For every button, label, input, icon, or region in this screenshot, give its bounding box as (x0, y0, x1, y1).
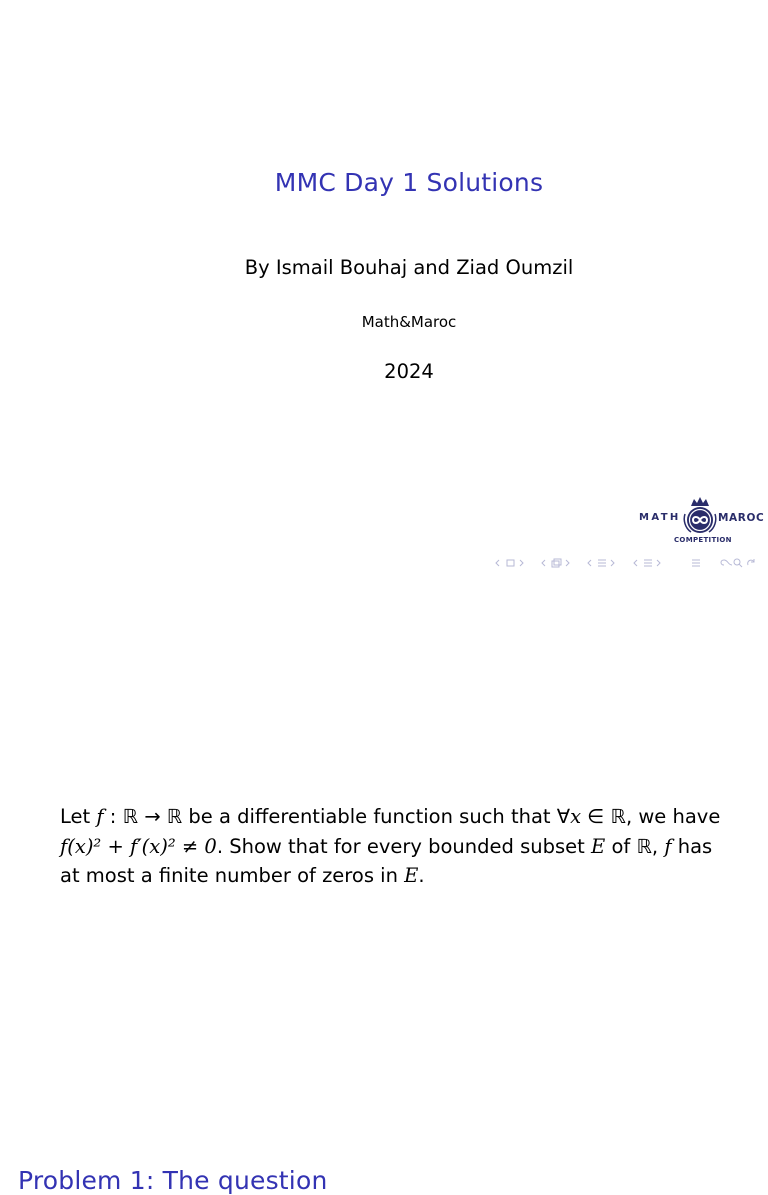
text-of: of (605, 834, 637, 858)
math-reals: ℝ (610, 805, 626, 828)
loop-search-icon (721, 560, 732, 565)
math-E: E (404, 864, 419, 887)
math-condition: f(x)² + f′(x)² ≠ 0 (60, 834, 217, 858)
nav-loop-search-group[interactable] (721, 559, 754, 567)
problem-slide (0, 576, 768, 1195)
text-mid: . Show that for every bounded subset (216, 834, 591, 858)
math-forall: ∀ (556, 805, 571, 828)
presentation-title: MMC Day 1 Solutions (274, 168, 544, 197)
nav-align-group[interactable] (692, 560, 700, 566)
problem-line-3 (60, 861, 760, 891)
math-x: x (570, 805, 582, 828)
align-icon (692, 560, 700, 566)
text-mid: be a differentiable function such that (182, 805, 557, 828)
arrow-left-icon (496, 560, 499, 566)
logo-right-text: MAROC (718, 512, 765, 524)
arrow-left-icon (542, 560, 545, 566)
math-in: ∈ (581, 805, 611, 828)
arrow-right-icon (566, 560, 569, 566)
problem-line-2 (60, 832, 760, 862)
math-colon: : (103, 805, 123, 828)
authors: By Ismail Bouhaj and Ziad Oumzil (244, 256, 574, 279)
math-arrow: → (138, 805, 167, 828)
arrow-right-icon (520, 560, 523, 566)
date: 2024 (384, 360, 434, 383)
text-end: , we have (625, 805, 721, 828)
nav-toc-group[interactable] (634, 560, 660, 566)
institute: Math&Maroc (361, 313, 457, 331)
text-comma: , (651, 834, 665, 858)
toc-icon (644, 560, 652, 566)
text-let: Let (60, 805, 97, 828)
logo-bottom-text: COMPETITION (674, 536, 732, 544)
math-reals: ℝ (636, 834, 652, 858)
subsection-icon (552, 561, 559, 567)
math-reals: ℝ (166, 805, 183, 828)
frame-title: Problem 1: The question (18, 1166, 328, 1195)
title-slide (0, 0, 768, 576)
math-f: f (96, 805, 104, 828)
arrow-left-icon (634, 560, 637, 566)
nav-frame-group[interactable] (496, 560, 523, 566)
nav-section-group[interactable] (588, 560, 614, 566)
beamer-navigation-bar[interactable] (492, 556, 762, 570)
text-end: . (418, 864, 425, 887)
math-reals: ℝ (122, 805, 139, 828)
arrow-right-icon (611, 560, 614, 566)
math-maroc-logo (636, 496, 765, 550)
math-E: E (591, 834, 606, 858)
math-f: f (664, 834, 672, 858)
nav-subsection-group[interactable] (542, 559, 569, 567)
problem-statement (60, 802, 760, 891)
infinity-crown-icon (680, 496, 720, 536)
arrow-left-icon (588, 560, 591, 566)
problem-line-1 (60, 802, 760, 832)
section-icon (598, 560, 606, 566)
logo-left-text: MATH (639, 512, 681, 523)
text-start: at most a finite number of zeros in (60, 864, 405, 887)
frame-icon (507, 560, 514, 566)
text-end: has (671, 834, 713, 858)
arrow-right-icon (657, 560, 660, 566)
